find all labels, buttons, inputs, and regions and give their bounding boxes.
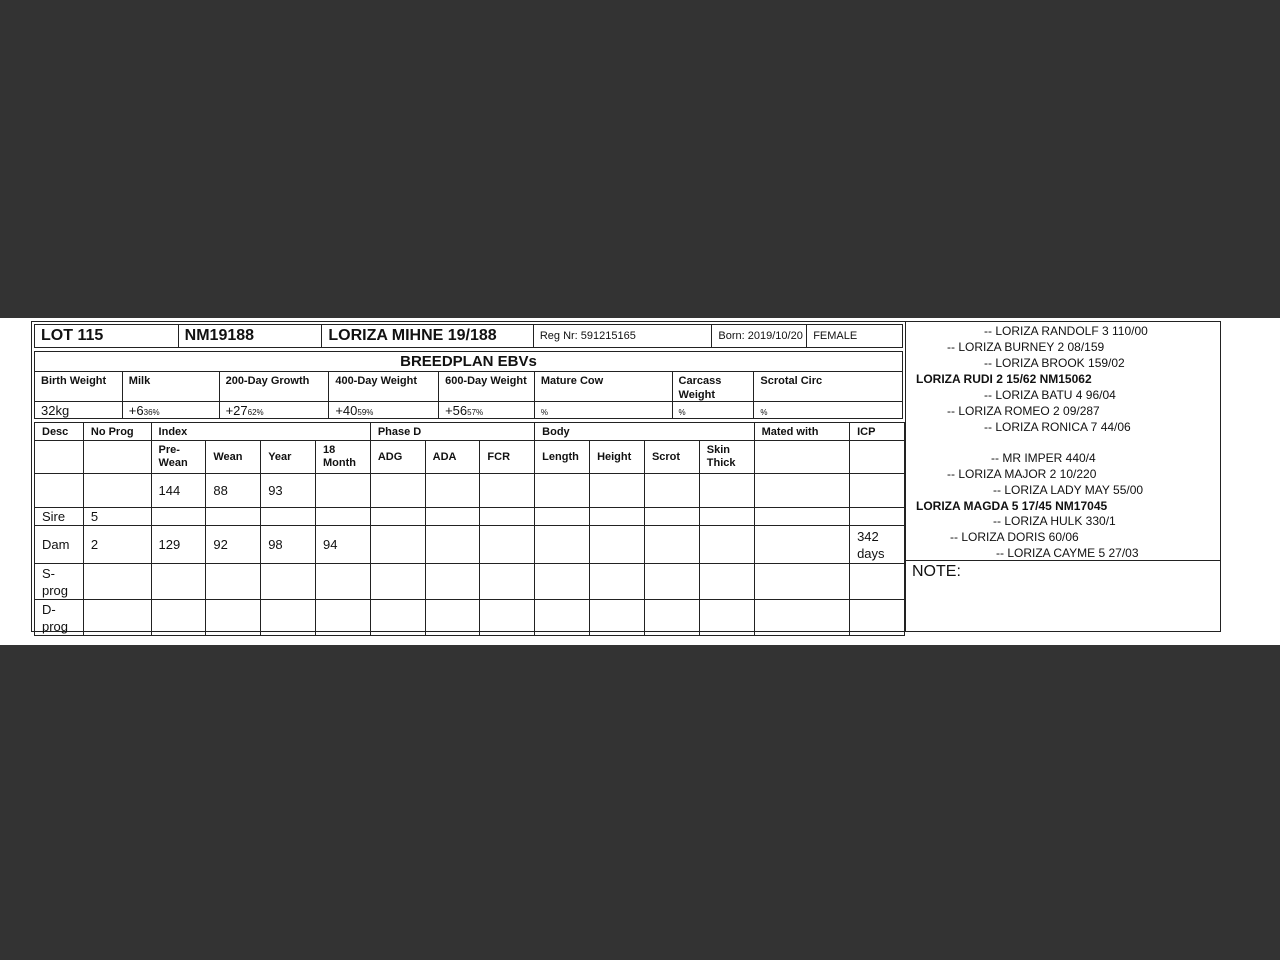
ebv-column xyxy=(673,372,755,419)
ebv-value: +56 xyxy=(445,403,468,418)
table-row xyxy=(35,600,905,636)
sex: FEMALE xyxy=(813,330,858,342)
subheader-year: Year xyxy=(261,441,316,474)
lot-header xyxy=(34,324,903,348)
registration-number: Reg Nr: 591215165 xyxy=(534,325,713,347)
pedigree-ancestor: -- LORIZA LADY MAY 55/00 xyxy=(993,483,1144,497)
wean-cell xyxy=(206,600,261,636)
desc-cell: Sire xyxy=(35,508,84,526)
empty-cell xyxy=(590,564,645,600)
pedigree-tree xyxy=(906,322,1220,560)
pedigree-ancestor: -- MR IMPER 440/4 xyxy=(991,451,1096,465)
ebv-label: Birth Weight xyxy=(41,375,107,387)
ebv-column xyxy=(220,372,330,419)
icp-cell xyxy=(850,508,905,526)
empty-cell xyxy=(535,508,590,526)
no-prog-cell: 5 xyxy=(83,508,151,526)
icp-cell: 342 days xyxy=(850,526,905,564)
desc-subheader xyxy=(35,441,84,474)
animal-id: NM19188 xyxy=(179,325,323,347)
empty-cell xyxy=(425,600,480,636)
empty-cell xyxy=(370,474,425,508)
ebv-value-cell xyxy=(35,401,122,419)
empty-cell xyxy=(644,474,699,508)
ebv-title: BREEDPLAN EBVs xyxy=(35,352,902,372)
empty-cell xyxy=(590,474,645,508)
empty-cell xyxy=(480,564,535,600)
ebv-label: Milk xyxy=(128,375,151,387)
ebv-accuracy: % xyxy=(540,408,548,417)
ebv-label: 200-Day Growth xyxy=(225,375,310,387)
icp-cell xyxy=(850,474,905,508)
empty-cell xyxy=(480,508,535,526)
pedigree-ancestor: -- LORIZA ROMEO 2 09/287 xyxy=(947,404,1100,418)
empty-cell xyxy=(699,564,754,600)
no-prog-subheader xyxy=(83,441,151,474)
month18-cell xyxy=(315,508,370,526)
subheader-month18: 18 Month xyxy=(315,441,370,474)
year-cell xyxy=(261,564,316,600)
ebv-label: Mature Cow xyxy=(540,375,604,387)
empty-cell xyxy=(535,526,590,564)
empty-cell xyxy=(370,564,425,600)
empty-cell xyxy=(425,508,480,526)
pedigree-ancestor: -- LORIZA MAJOR 2 10/220 xyxy=(947,467,1097,481)
desc-cell xyxy=(35,474,84,508)
pre-wean-cell xyxy=(151,564,206,600)
ebv-value: 32kg xyxy=(41,403,70,418)
mated-with-cell xyxy=(754,526,849,564)
ebv-accuracy: 62% xyxy=(247,408,264,417)
pedigree-ancestor: -- LORIZA HULK 330/1 xyxy=(993,514,1116,528)
empty-cell xyxy=(535,600,590,636)
desc-cell: Dam xyxy=(35,526,84,564)
pre-wean-cell xyxy=(151,508,206,526)
pre-wean-cell xyxy=(151,600,206,636)
lot-card xyxy=(31,321,1221,632)
empty-cell xyxy=(480,526,535,564)
icp-subheader xyxy=(850,441,905,474)
desc-cell: D- prog xyxy=(35,600,84,636)
ebv-column xyxy=(329,372,439,419)
index-header: Index xyxy=(151,423,370,441)
animal-name: LORIZA MIHNE 19/188 xyxy=(322,325,534,347)
subheader-scrot: Scrot xyxy=(644,441,699,474)
lot-number: LOT 115 xyxy=(35,325,179,347)
note-label: NOTE: xyxy=(912,563,961,580)
ebv-grid xyxy=(35,372,902,419)
subheader-skin-thick: Skin Thick xyxy=(699,441,754,474)
ebv-label: Carcass Weight xyxy=(678,375,722,401)
empty-cell xyxy=(370,526,425,564)
wean-cell xyxy=(206,564,261,600)
subheader-ada: ADA xyxy=(425,441,480,474)
ebv-column xyxy=(35,372,123,419)
table-row xyxy=(35,474,905,508)
ebv-value-cell xyxy=(754,401,902,419)
icp-header: ICP xyxy=(850,423,905,441)
mated-with-cell xyxy=(754,600,849,636)
ebv-accuracy: 59% xyxy=(357,408,374,417)
body-header: Body xyxy=(535,423,754,441)
empty-cell xyxy=(644,508,699,526)
pedigree-ancestor: -- LORIZA DORIS 60/06 xyxy=(950,530,1079,544)
pedigree-ancestor: -- LORIZA RONICA 7 44/06 xyxy=(984,420,1131,434)
mated-with-cell xyxy=(754,508,849,526)
ebv-column xyxy=(754,372,902,419)
ebv-value: +6 xyxy=(128,403,144,418)
pre-wean-cell: 144 xyxy=(151,474,206,508)
no-prog-cell xyxy=(83,600,151,636)
empty-cell xyxy=(370,600,425,636)
empty-cell xyxy=(590,508,645,526)
mated-with-cell xyxy=(754,474,849,508)
desc-header: Desc xyxy=(35,423,84,441)
pedigree-parent: LORIZA MAGDA 5 17/45 NM17045 xyxy=(916,499,1108,513)
month18-cell: 94 xyxy=(315,526,370,564)
performance-table xyxy=(34,422,905,636)
pedigree-ancestor: -- LORIZA BATU 4 96/04 xyxy=(984,388,1116,402)
subheader-wean: Wean xyxy=(206,441,261,474)
pedigree-ancestor: -- LORIZA BURNEY 2 08/159 xyxy=(947,340,1105,354)
scanned-sheet xyxy=(0,318,1280,645)
ebv-accuracy: % xyxy=(760,408,768,417)
empty-cell xyxy=(699,508,754,526)
group-header-row xyxy=(35,423,905,441)
phase-d-header: Phase D xyxy=(370,423,534,441)
empty-cell xyxy=(590,526,645,564)
ebv-value-cell xyxy=(220,401,329,419)
subheader-length: Length xyxy=(535,441,590,474)
subheader-adg: ADG xyxy=(370,441,425,474)
pedigree-ancestor: -- LORIZA RANDOLF 3 110/00 xyxy=(984,324,1148,338)
no-prog-cell xyxy=(83,474,151,508)
subheader-pre-wean: Pre- Wean xyxy=(151,441,206,474)
note-box xyxy=(906,560,1220,632)
empty-cell xyxy=(644,600,699,636)
ebv-section xyxy=(34,351,903,419)
ebv-column xyxy=(439,372,535,419)
ebv-accuracy: 57% xyxy=(467,408,484,417)
pedigree-ancestor: -- LORIZA CAYME 5 27/03 xyxy=(996,546,1139,560)
ebv-value-cell xyxy=(535,401,672,419)
mated-with-cell xyxy=(754,564,849,600)
month18-cell xyxy=(315,600,370,636)
empty-cell xyxy=(535,564,590,600)
ebv-column xyxy=(535,372,673,419)
wean-cell: 88 xyxy=(206,474,261,508)
year-cell: 98 xyxy=(261,526,316,564)
empty-cell xyxy=(370,508,425,526)
ebv-value-cell xyxy=(329,401,438,419)
ebv-label: 400-Day Weight xyxy=(335,375,418,387)
year-cell xyxy=(261,600,316,636)
empty-cell xyxy=(699,600,754,636)
empty-cell xyxy=(699,526,754,564)
ebv-column xyxy=(123,372,220,419)
ebv-label: 600-Day Weight xyxy=(445,375,527,387)
month18-cell xyxy=(315,564,370,600)
pedigree-parent: LORIZA RUDI 2 15/62 NM15062 xyxy=(916,372,1092,386)
no-prog-cell: 2 xyxy=(83,526,151,564)
sub-header-row xyxy=(35,441,905,474)
empty-cell xyxy=(425,474,480,508)
no-prog-cell xyxy=(83,564,151,600)
ebv-label: Scrotal Circ xyxy=(760,375,823,387)
no-prog-header: No Prog xyxy=(83,423,151,441)
table-row xyxy=(35,564,905,600)
empty-cell xyxy=(480,600,535,636)
wean-cell: 92 xyxy=(206,526,261,564)
empty-cell xyxy=(644,564,699,600)
ebv-value: +27 xyxy=(225,403,248,418)
wean-cell xyxy=(206,508,261,526)
icp-cell xyxy=(850,564,905,600)
empty-cell xyxy=(425,564,480,600)
pedigree-ancestor: -- LORIZA BROOK 159/02 xyxy=(984,356,1125,370)
desc-cell: S- prog xyxy=(35,564,84,600)
empty-cell xyxy=(425,526,480,564)
birth-date: Born: 2019/10/20 xyxy=(712,325,807,347)
table-row xyxy=(35,526,905,564)
table-row xyxy=(35,508,905,526)
year-cell: 93 xyxy=(261,474,316,508)
pre-wean-cell: 129 xyxy=(151,526,206,564)
empty-cell xyxy=(644,526,699,564)
icp-cell xyxy=(850,600,905,636)
empty-cell xyxy=(590,600,645,636)
mated-with-subheader xyxy=(754,441,849,474)
ebv-value-cell xyxy=(439,401,534,419)
mated-with-header: Mated with xyxy=(754,423,849,441)
year-cell xyxy=(261,508,316,526)
empty-cell xyxy=(535,474,590,508)
empty-cell xyxy=(699,474,754,508)
ebv-value-cell xyxy=(673,401,754,419)
subheader-height: Height xyxy=(590,441,645,474)
month18-cell xyxy=(315,474,370,508)
ebv-accuracy: % xyxy=(678,408,686,417)
lot-details-panel xyxy=(32,322,906,634)
ebv-value-cell xyxy=(123,401,219,419)
empty-cell xyxy=(480,474,535,508)
ebv-accuracy: 36% xyxy=(143,408,160,417)
pedigree-panel xyxy=(906,322,1220,631)
subheader-fcr: FCR xyxy=(480,441,535,474)
ebv-value: +40 xyxy=(335,403,358,418)
